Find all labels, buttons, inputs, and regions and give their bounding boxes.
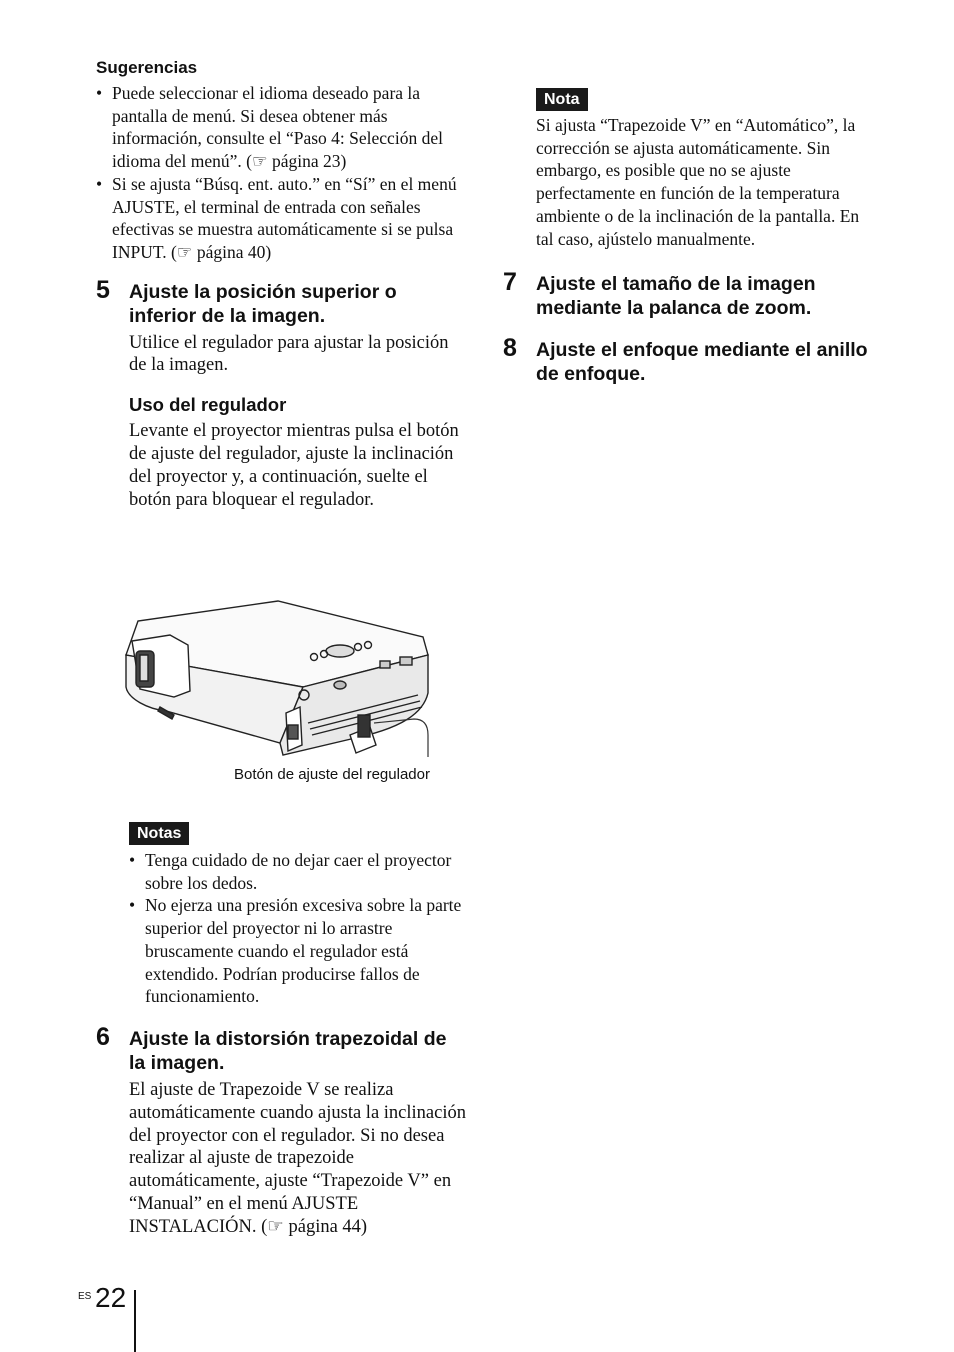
tips-list xyxy=(96,82,466,264)
step-number: 6 xyxy=(96,1022,110,1051)
note-text: Si ajusta “Trapezoide V” en “Automático”, la corrección se ajusta automáticamente. Sin embargo, es posible que no se ajuste perfectamente en función de la temperatura ambiente o de la inclinación de la pantalla. En tal caso, ajústelo manualmente. xyxy=(536,115,860,249)
tips-section xyxy=(96,58,466,264)
tips-heading: Sugerencias xyxy=(96,58,198,77)
left-column-lower xyxy=(96,822,466,1239)
note-section xyxy=(503,88,873,250)
step-title: Ajuste la distorsión trapezoidal de la imagen. xyxy=(129,1027,447,1074)
step-body: El ajuste de Trapezoide V se realiza automáticamente cuando ajusta la inclinación del proyector con el regulador. Si no desea realizar al ajuste de trapezoide automáticamente, ajuste “Trapezoide V” en “Manual” en el menú AJUSTE INSTALACIÓN. (☞ página 44) xyxy=(129,1079,466,1237)
language-code: ES xyxy=(78,1291,92,1302)
note-label: Nota xyxy=(536,88,588,111)
note-item: • No ejerza una presión excesiva sobre la parte superior del proyector ni lo arrastre bruscamente cuando el regulador está extendido. Podrían producirse fallos de funcionamiento. xyxy=(129,894,466,1008)
notes-section xyxy=(96,822,466,1008)
step-8 xyxy=(503,334,873,386)
step-number: 8 xyxy=(503,334,517,363)
step-6 xyxy=(96,1022,466,1239)
figure-caption: Botón de ajuste del regulador xyxy=(234,766,430,783)
step-title: Ajuste la posición superior o inferior de la imagen. xyxy=(129,280,397,327)
notes-list xyxy=(129,849,466,1008)
notes-label: Notas xyxy=(129,822,189,845)
step-title: Ajuste el tamaño de la imagen mediante la palanca de zoom. xyxy=(536,273,816,320)
step-7 xyxy=(503,268,873,320)
step-subheading: Uso del regulador xyxy=(129,394,287,416)
tip-item: • Puede seleccionar el idioma deseado para la pantalla de menú. Si desea obtener más información, consulte el “Paso 4: Selección del idioma del menú”. (☞ página 23) xyxy=(96,82,466,173)
projector-drawing xyxy=(118,595,468,795)
step-number: 7 xyxy=(503,268,517,297)
step-subbody: Levante el proyector mientras pulsa el botón de ajuste del regulador, ajuste la inclinación del proyector y, a continuación, suelte el botón para bloquear el regulador. xyxy=(129,421,459,510)
projector-illustration xyxy=(118,595,468,795)
step-title: Ajuste el enfoque mediante el anillo de enfoque. xyxy=(536,339,868,386)
step-number: 5 xyxy=(96,275,110,304)
step-5 xyxy=(96,275,466,512)
note-item: • Tenga cuidado de no dejar caer el proyector sobre los dedos. xyxy=(129,849,466,894)
tip-item: • Si se ajusta “Búsq. ent. auto.” en “Sí” en el menú AJUSTE, el terminal de entrada con señales efectivas se muestra automáticamente si se pulsa INPUT. (☞ página 40) xyxy=(96,173,466,264)
page-number: 22 xyxy=(95,1282,127,1313)
right-column xyxy=(503,88,873,386)
left-column xyxy=(96,58,466,511)
footer-rule xyxy=(134,1290,136,1352)
step-body: Utilice el regulador para ajustar la posición de la imagen. xyxy=(129,332,449,376)
